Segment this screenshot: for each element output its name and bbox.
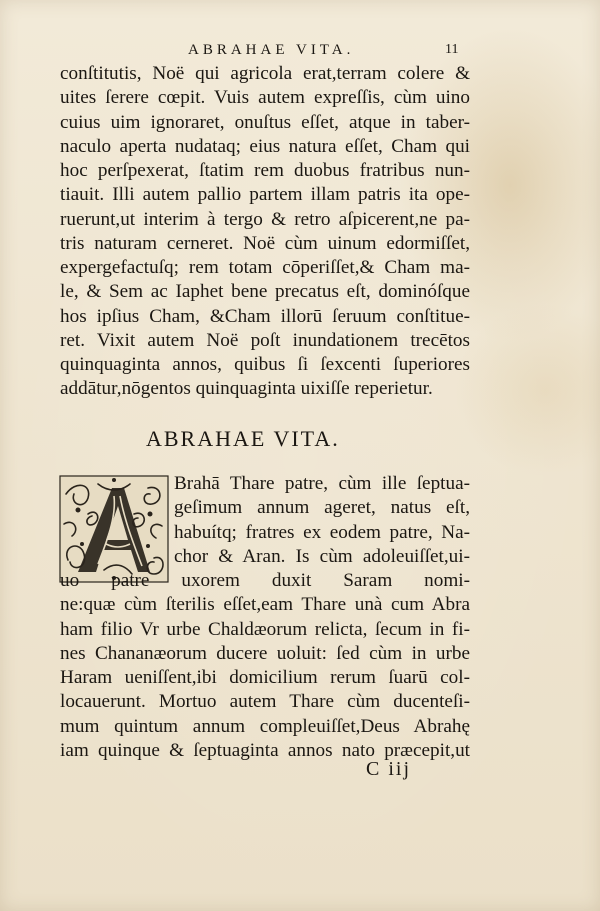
signature-mark: C iij: [366, 758, 412, 780]
text-line: hos ipſius Cham, &Cham illorū ſeruum conſtitue-: [60, 305, 470, 327]
text-line: nes Chananæorum ducere uoluit: ſed cùm in urbe: [60, 642, 470, 664]
paragraph-noah: [60, 62, 470, 402]
text-line: iam quinque & ſeptuaginta annos nato præcepit,ut: [60, 739, 470, 761]
text-line: tris naturam cerneret. Noë cùm uinum edormiſſet,: [60, 232, 470, 254]
paragraph-abraham: [60, 472, 470, 763]
running-title: ABRAHAE VITA.: [188, 42, 355, 58]
text-line: uo patre uxorem duxit Saram nomi-: [60, 570, 470, 591]
text-line: expergefactuſq; rem totam cōperiſſet,& Cham ma-: [60, 257, 470, 278]
text-line: uites ſerere cœpit. Vuis autem expreſſis, cùm uino: [60, 87, 470, 109]
text-line: quinquaginta annos, quibus ſi ſexcenti ſuperiores: [60, 354, 470, 375]
text-line: habuítq; fratres ex eodem patre, Na-: [174, 521, 470, 543]
page-number: 11: [445, 42, 459, 57]
text-line: le, & Sem ac Iaphet bene precatus eſt, dominóſque: [60, 281, 470, 303]
text-line: tiauit. Illi autem pallio partem illam patris ita ope-: [60, 184, 470, 206]
text-line: ham filio Vr urbe Chaldæorum relicta, ſecum in fi-: [60, 618, 470, 640]
text-line: Brahā Thare patre, cùm ille ſeptua-: [174, 473, 470, 494]
running-head: [0, 42, 600, 62]
text-line: addātur,nōgentos quinquaginta uixiſſe reperietur.: [60, 378, 433, 400]
text-line: chor & Aran. Is cùm adoleuiſſet,ui-: [174, 545, 470, 567]
text-line: Haram ueniſſent,ibi domicilium rerum ſuarū col-: [60, 667, 470, 688]
text-line: mum quintum annum compleuiſſet,Deus Abrahę: [60, 715, 470, 737]
text-line: cuius uim ignoraret, onuſtus eſſet, atque in taber-: [60, 111, 470, 133]
text-line: ruerunt,ut interim à tergo & retro aſpicerent,ne pa-: [60, 208, 470, 230]
text-line: ret. Vixit autem Noë poſt inundationem trecētos: [60, 329, 470, 351]
text-line: ne:quæ cùm ſterilis eſſet,eam Thare unà cum Abra: [60, 594, 470, 616]
text-line: locauerunt. Mortuo autem Thare cùm ducenteſi-: [60, 691, 470, 713]
section-heading: ABRAHAE VITA.: [146, 426, 340, 451]
text-line: conſtitutis, Noë qui agricola erat,terram colere &: [60, 63, 470, 84]
text-line: hoc perſpexerat, ſtatim rem duobus fratribus nun-: [60, 160, 470, 181]
text-line: geſimum annum ageret, natus eſt,: [174, 497, 470, 519]
text-line: naculo aperta nudataq; eius natura eſſet, Cham qui: [60, 135, 470, 157]
